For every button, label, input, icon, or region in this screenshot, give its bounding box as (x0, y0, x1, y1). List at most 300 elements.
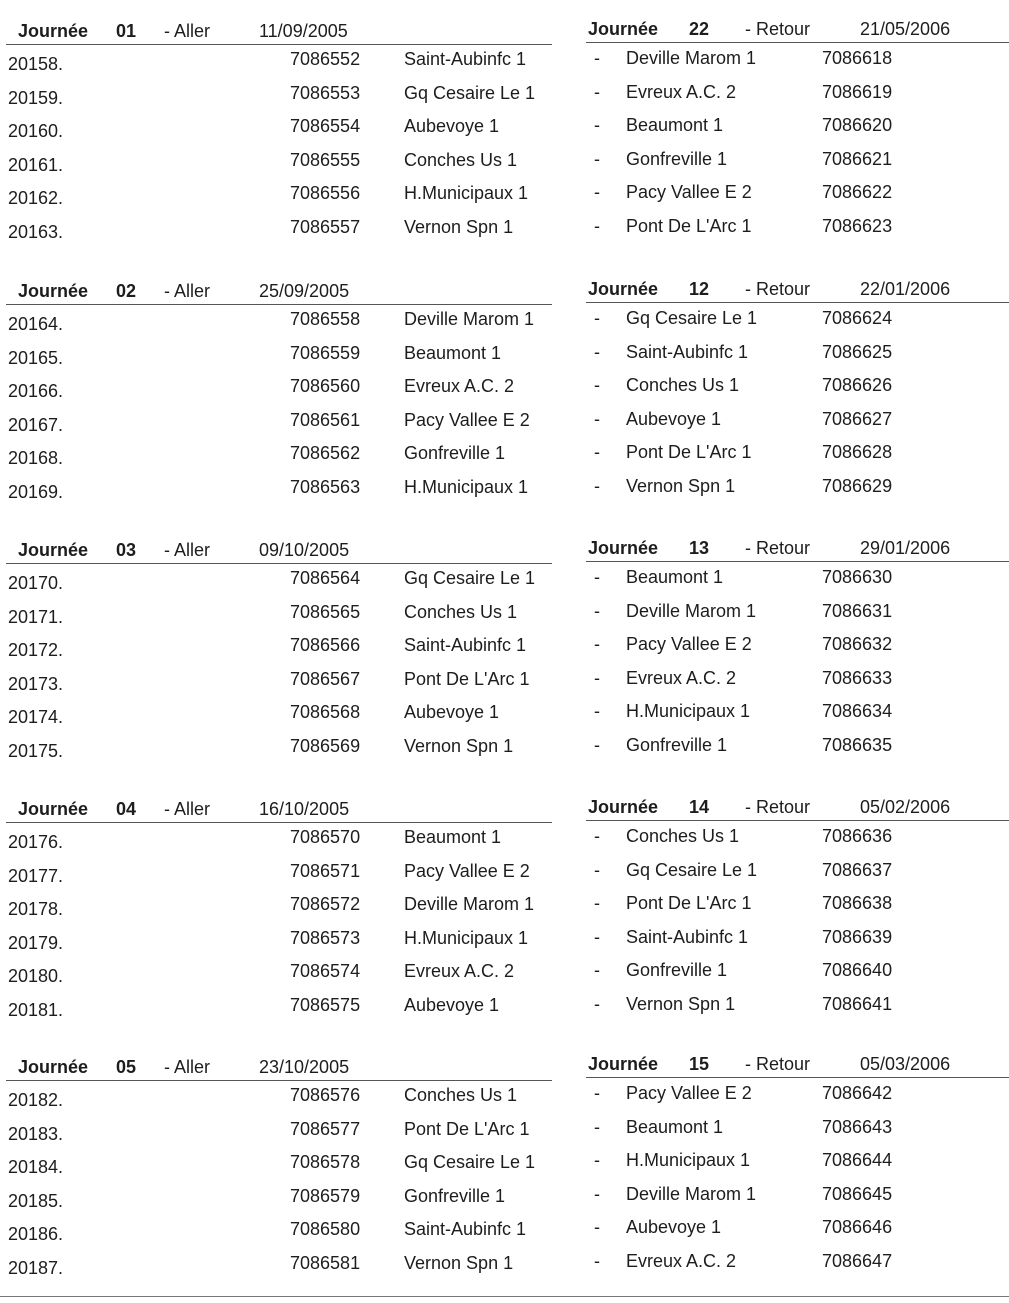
match-number: 20180. (8, 966, 64, 986)
match-row (586, 821, 1009, 855)
team-name: Gonfreville 1 (404, 443, 506, 463)
round-number: 14 (689, 797, 710, 817)
left-round-block (6, 1050, 552, 1282)
match-row (586, 730, 1009, 764)
match-code: 7086579 (290, 1185, 361, 1206)
match-code: 7086570 (290, 827, 361, 847)
separator-dash: - (594, 1250, 600, 1271)
match-row (586, 1212, 1009, 1246)
team-name: Pont De L'Arc 1 (626, 215, 752, 236)
match-code: 7086558 (290, 309, 361, 329)
match-code: 7086639 (822, 926, 893, 947)
team-name: Deville Marom 1 (626, 600, 757, 621)
team-name: Aubevoye 1 (404, 702, 500, 722)
match-code: 7086638 (822, 893, 893, 913)
team-name: Evreux A.C. 2 (404, 961, 515, 981)
round-phase: - Retour (745, 797, 811, 817)
round-header (6, 533, 552, 564)
match-row (586, 437, 1009, 471)
team-name: Gq Cesaire Le 1 (626, 859, 758, 880)
match-number: 20172. (8, 640, 64, 660)
round-phase: - Aller (164, 540, 211, 560)
right-round-block (586, 12, 1009, 244)
separator-dash: - (594, 341, 600, 362)
match-row (586, 1078, 1009, 1112)
match-row (6, 1249, 552, 1283)
round-header (586, 12, 1009, 43)
round-header (586, 790, 1009, 821)
team-name: Saint-Aubinfc 1 (626, 926, 749, 947)
team-name: Beaumont 1 (404, 827, 502, 847)
match-code: 7086619 (822, 81, 893, 102)
team-name: Evreux A.C. 2 (626, 667, 737, 688)
match-number: 20166. (8, 381, 64, 401)
left-round-block (6, 274, 552, 506)
match-row (586, 596, 1009, 630)
match-number: 20173. (8, 673, 64, 694)
team-name: Gonfreville 1 (404, 1185, 506, 1206)
round-header (586, 1047, 1009, 1078)
team-name: Conches Us 1 (404, 1085, 518, 1105)
round-phase: - Retour (745, 19, 811, 39)
round-header (586, 272, 1009, 303)
match-row (6, 473, 552, 507)
left-round-block (6, 14, 552, 246)
match-code: 7086621 (822, 148, 893, 169)
team-name: Aubevoye 1 (404, 116, 500, 136)
separator-dash: - (594, 48, 600, 68)
match-code: 7086575 (290, 994, 361, 1015)
match-number: 20183. (8, 1123, 64, 1144)
match-number: 20162. (8, 188, 64, 208)
team-name: Saint-Aubinfc 1 (626, 341, 749, 362)
match-row (586, 177, 1009, 211)
match-row (6, 339, 552, 373)
team-name: H.Municipaux 1 (626, 1150, 751, 1170)
team-name: Aubevoye 1 (626, 1217, 722, 1237)
round-number: 15 (689, 1054, 710, 1074)
match-row (586, 471, 1009, 505)
round-header (6, 1050, 552, 1081)
match-row (6, 598, 552, 632)
match-code: 7086647 (822, 1250, 893, 1271)
match-row (6, 957, 552, 991)
separator-dash: - (594, 567, 600, 587)
team-name: H.Municipaux 1 (626, 701, 751, 721)
team-name: Gq Cesaire Le 1 (626, 308, 758, 328)
match-row (586, 1112, 1009, 1146)
team-name: Deville Marom 1 (404, 309, 535, 329)
match-code: 7086631 (822, 600, 893, 621)
separator-dash: - (594, 81, 600, 102)
match-code: 7086623 (822, 215, 893, 236)
match-code: 7086561 (290, 409, 361, 430)
match-row (586, 888, 1009, 922)
round-number: 03 (116, 540, 137, 560)
round-number: 12 (689, 279, 710, 299)
team-name: Beaumont 1 (626, 1116, 724, 1137)
team-name: Pacy Vallee E 2 (404, 860, 530, 881)
match-code: 7086629 (822, 475, 893, 496)
match-number: 20176. (8, 832, 64, 852)
team-name: Vernon Spn 1 (404, 1252, 514, 1273)
match-code: 7086577 (290, 1118, 361, 1139)
separator-dash: - (594, 182, 600, 202)
team-name: Vernon Spn 1 (404, 735, 514, 756)
match-code: 7086644 (822, 1150, 893, 1170)
separator-dash: - (594, 701, 600, 721)
match-number: 20167. (8, 414, 64, 435)
match-number: 20164. (8, 314, 64, 334)
match-code: 7086637 (822, 859, 893, 880)
match-code: 7086622 (822, 182, 893, 202)
round-header (6, 792, 552, 823)
match-code: 7086632 (822, 634, 893, 654)
match-row (586, 663, 1009, 697)
match-row (6, 179, 552, 213)
team-name: Pont De L'Arc 1 (404, 668, 530, 689)
team-name: Gonfreville 1 (626, 148, 728, 169)
round-label: Journée (18, 1057, 89, 1077)
team-name: Conches Us 1 (626, 826, 740, 846)
match-row (586, 370, 1009, 404)
match-code: 7086571 (290, 860, 361, 881)
match-code: 7086566 (290, 635, 361, 655)
team-name: H.Municipaux 1 (404, 927, 529, 948)
right-round-block (586, 272, 1009, 504)
match-row (6, 823, 552, 857)
match-number: 20175. (8, 740, 64, 761)
match-row (6, 1081, 552, 1115)
match-code: 7086572 (290, 894, 361, 914)
team-name: Saint-Aubinfc 1 (404, 635, 527, 655)
match-code: 7086636 (822, 826, 893, 846)
separator-dash: - (594, 475, 600, 496)
match-row (586, 855, 1009, 889)
match-row (586, 629, 1009, 663)
match-row (6, 631, 552, 665)
round-date: 05/02/2006 (860, 797, 951, 817)
separator-dash: - (594, 115, 600, 135)
separator-dash: - (594, 600, 600, 621)
team-name: H.Municipaux 1 (404, 476, 529, 497)
separator-dash: - (594, 634, 600, 654)
match-number: 20159. (8, 87, 64, 108)
separator-dash: - (594, 859, 600, 880)
match-code: 7086564 (290, 568, 361, 588)
separator-dash: - (594, 826, 600, 846)
match-code: 7086552 (290, 49, 361, 69)
round-header (6, 14, 552, 45)
round-label: Journée (18, 21, 89, 41)
round-label: Journée (588, 538, 659, 558)
team-name: Beaumont 1 (404, 342, 502, 363)
round-label: Journée (588, 1054, 659, 1074)
team-name: H.Municipaux 1 (404, 183, 529, 203)
team-name: Gq Cesaire Le 1 (404, 1152, 536, 1172)
team-name: Pacy Vallee E 2 (626, 1083, 752, 1103)
team-name: Beaumont 1 (626, 567, 724, 587)
match-row (586, 144, 1009, 178)
match-code: 7086559 (290, 342, 361, 363)
team-name: Aubevoye 1 (404, 994, 500, 1015)
team-name: Vernon Spn 1 (404, 216, 514, 237)
separator-dash: - (594, 308, 600, 328)
match-number: 20181. (8, 999, 64, 1020)
team-name: Gq Cesaire Le 1 (404, 568, 536, 588)
match-code: 7086565 (290, 601, 361, 622)
round-number: 05 (116, 1057, 137, 1077)
round-date: 22/01/2006 (860, 279, 951, 299)
separator-dash: - (594, 408, 600, 429)
team-name: Deville Marom 1 (626, 48, 757, 68)
match-code: 7086555 (290, 149, 361, 170)
match-code: 7086634 (822, 701, 893, 721)
match-code: 7086625 (822, 341, 893, 362)
separator-dash: - (594, 1217, 600, 1237)
match-row (586, 696, 1009, 730)
separator-dash: - (594, 993, 600, 1014)
match-row (586, 1246, 1009, 1280)
match-code: 7086574 (290, 961, 361, 981)
match-code: 7086633 (822, 667, 893, 688)
match-number: 20186. (8, 1224, 64, 1244)
match-code: 7086568 (290, 702, 361, 722)
separator-dash: - (594, 442, 600, 462)
match-code: 7086576 (290, 1085, 361, 1105)
match-row (6, 45, 552, 79)
match-row (6, 732, 552, 766)
separator-dash: - (594, 893, 600, 913)
match-code: 7086620 (822, 115, 893, 135)
round-label: Journée (18, 799, 89, 819)
round-date: 05/03/2006 (860, 1054, 951, 1074)
team-name: Pont De L'Arc 1 (404, 1118, 530, 1139)
match-row (6, 564, 552, 598)
match-number: 20178. (8, 899, 64, 919)
separator-dash: - (594, 1116, 600, 1137)
team-name: Beaumont 1 (626, 115, 724, 135)
match-number: 20185. (8, 1190, 64, 1211)
round-phase: - Aller (164, 21, 211, 41)
match-number: 20160. (8, 121, 64, 141)
separator-dash: - (594, 148, 600, 169)
team-name: Pont De L'Arc 1 (626, 442, 752, 462)
match-number: 20170. (8, 573, 64, 593)
match-code: 7086618 (822, 48, 893, 68)
match-code: 7086556 (290, 183, 361, 203)
round-number: 04 (116, 799, 137, 819)
match-row (586, 922, 1009, 956)
left-round-block (6, 792, 552, 1024)
round-number: 02 (116, 281, 137, 301)
round-phase: - Aller (164, 799, 211, 819)
team-name: Conches Us 1 (404, 149, 518, 170)
team-name: Gonfreville 1 (626, 734, 728, 755)
round-phase: - Retour (745, 279, 811, 299)
match-number: 20184. (8, 1157, 64, 1177)
match-code: 7086560 (290, 376, 361, 396)
match-row (586, 562, 1009, 596)
team-name: Conches Us 1 (404, 601, 518, 622)
match-row (586, 303, 1009, 337)
right-round-block (586, 531, 1009, 763)
match-code: 7086626 (822, 375, 893, 395)
separator-dash: - (594, 926, 600, 947)
match-number: 20187. (8, 1257, 64, 1278)
match-number: 20169. (8, 481, 64, 502)
team-name: Vernon Spn 1 (626, 475, 736, 496)
match-code: 7086554 (290, 116, 361, 136)
match-number: 20161. (8, 154, 64, 175)
round-header (586, 531, 1009, 562)
team-name: Vernon Spn 1 (626, 993, 736, 1014)
match-code: 7086580 (290, 1219, 361, 1239)
match-row (6, 665, 552, 699)
match-row (6, 372, 552, 406)
match-number: 20179. (8, 932, 64, 953)
match-code: 7086578 (290, 1152, 361, 1172)
match-code: 7086567 (290, 668, 361, 689)
match-row (6, 1182, 552, 1216)
round-date: 16/10/2005 (259, 799, 350, 819)
match-row (6, 439, 552, 473)
match-code: 7086573 (290, 927, 361, 948)
right-round-block (586, 1047, 1009, 1279)
team-name: Pacy Vallee E 2 (404, 409, 530, 430)
match-code: 7086646 (822, 1217, 893, 1237)
match-number: 20168. (8, 448, 64, 468)
match-row (586, 77, 1009, 111)
match-number: 20174. (8, 707, 64, 727)
team-name: Evreux A.C. 2 (404, 376, 515, 396)
match-code: 7086627 (822, 408, 893, 429)
match-row (6, 857, 552, 891)
match-code: 7086645 (822, 1183, 893, 1204)
separator-dash: - (594, 215, 600, 236)
team-name: Aubevoye 1 (626, 408, 722, 429)
match-row (6, 146, 552, 180)
separator-dash: - (594, 1150, 600, 1170)
right-round-block (586, 790, 1009, 1022)
round-label: Journée (18, 540, 89, 560)
match-code: 7086630 (822, 567, 893, 587)
match-row (586, 337, 1009, 371)
round-label: Journée (588, 19, 659, 39)
round-header (6, 274, 552, 305)
round-phase: - Retour (745, 1054, 811, 1074)
separator-dash: - (594, 667, 600, 688)
match-code: 7086562 (290, 443, 361, 463)
round-phase: - Aller (164, 1057, 211, 1077)
match-number: 20171. (8, 606, 64, 627)
round-date: 11/09/2005 (259, 21, 348, 41)
bottom-divider (0, 1296, 1009, 1297)
separator-dash: - (594, 960, 600, 980)
match-code: 7086569 (290, 735, 361, 756)
match-row (6, 890, 552, 924)
match-row (586, 1145, 1009, 1179)
match-code: 7086641 (822, 993, 893, 1014)
round-phase: - Retour (745, 538, 811, 558)
match-number: 20158. (8, 54, 64, 74)
team-name: Evreux A.C. 2 (626, 81, 737, 102)
team-name: Saint-Aubinfc 1 (404, 1219, 527, 1239)
separator-dash: - (594, 1183, 600, 1204)
team-name: Pont De L'Arc 1 (626, 893, 752, 913)
match-row (6, 112, 552, 146)
match-number: 20177. (8, 865, 64, 886)
team-name: Evreux A.C. 2 (626, 1250, 737, 1271)
match-code: 7086643 (822, 1116, 893, 1137)
match-row (6, 991, 552, 1025)
match-row (6, 79, 552, 113)
match-row (6, 305, 552, 339)
match-number: 20182. (8, 1090, 64, 1110)
round-label: Journée (18, 281, 89, 301)
round-number: 01 (116, 21, 137, 41)
match-row (586, 989, 1009, 1023)
separator-dash: - (594, 1083, 600, 1103)
round-phase: - Aller (164, 281, 211, 301)
match-row (586, 955, 1009, 989)
match-row (586, 1179, 1009, 1213)
match-row (6, 1148, 552, 1182)
match-code: 7086635 (822, 734, 893, 755)
match-row (6, 924, 552, 958)
match-code: 7086624 (822, 308, 893, 328)
team-name: Gq Cesaire Le 1 (404, 82, 536, 103)
team-name: Deville Marom 1 (404, 894, 535, 914)
team-name: Gonfreville 1 (626, 960, 728, 980)
round-date: 21/05/2006 (860, 19, 951, 39)
left-round-block (6, 533, 552, 765)
match-row (6, 1215, 552, 1249)
separator-dash: - (594, 375, 600, 395)
round-date: 09/10/2005 (259, 540, 350, 560)
match-code: 7086581 (290, 1252, 361, 1273)
team-name: Pacy Vallee E 2 (626, 182, 752, 202)
round-date: 29/01/2006 (860, 538, 951, 558)
team-name: Deville Marom 1 (626, 1183, 757, 1204)
match-number: 20163. (8, 221, 64, 242)
match-row (586, 110, 1009, 144)
separator-dash: - (594, 734, 600, 755)
match-number: 20165. (8, 347, 64, 368)
match-row (6, 1115, 552, 1149)
match-row (586, 43, 1009, 77)
match-code: 7086563 (290, 476, 361, 497)
round-date: 25/09/2005 (259, 281, 350, 301)
round-number: 22 (689, 19, 710, 39)
team-name: Conches Us 1 (626, 375, 740, 395)
match-row (6, 698, 552, 732)
match-code: 7086640 (822, 960, 893, 980)
match-code: 7086557 (290, 216, 361, 237)
match-row (6, 406, 552, 440)
match-row (6, 213, 552, 247)
team-name: Pacy Vallee E 2 (626, 634, 752, 654)
team-name: Saint-Aubinfc 1 (404, 49, 527, 69)
round-label: Journée (588, 279, 659, 299)
round-number: 13 (689, 538, 710, 558)
match-code: 7086642 (822, 1083, 893, 1103)
match-row (586, 211, 1009, 245)
round-date: 23/10/2005 (259, 1057, 350, 1077)
round-label: Journée (588, 797, 659, 817)
match-code: 7086628 (822, 442, 893, 462)
match-code: 7086553 (290, 82, 361, 103)
